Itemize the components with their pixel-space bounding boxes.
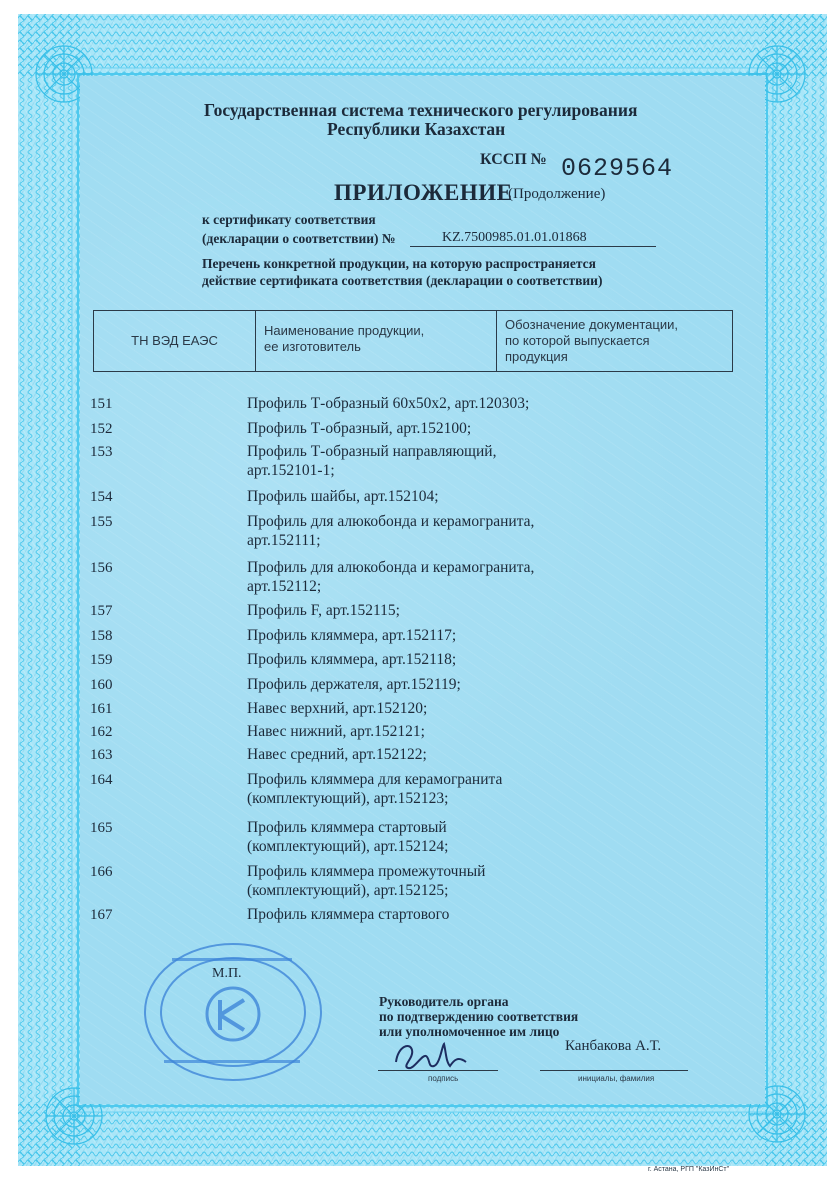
header-line-1: Государственная система технического регулирования bbox=[204, 100, 638, 120]
print-mark: г. Астана, РГП "КазИнСт" bbox=[648, 1166, 730, 1173]
row-product: Навес верхний, арт.152120; bbox=[247, 700, 428, 717]
row-number: 167 bbox=[90, 907, 113, 923]
row-product: Профиль кляммера для керамогранита (комплектующий), арт.152123; bbox=[247, 771, 503, 807]
kssp-label: КССП № bbox=[480, 151, 547, 168]
page-title-suffix: (Продолжение) bbox=[508, 186, 606, 202]
signature-label: подпись bbox=[428, 1074, 459, 1083]
row-product: Профиль Т-образный направляющий, арт.152101-1; bbox=[247, 443, 497, 479]
row-number: 166 bbox=[90, 864, 113, 880]
page-title: ПРИЛОЖЕНИЕ bbox=[334, 180, 513, 205]
row-number: 157 bbox=[90, 603, 113, 619]
cert-line-1: к сертификату соответствия bbox=[202, 212, 376, 227]
mp-mark: М.П. bbox=[212, 966, 242, 981]
row-product: Профиль кляммера, арт.152118; bbox=[247, 651, 457, 668]
signatory-name: Канбакова А.Т. bbox=[565, 1038, 662, 1054]
row-product: Профиль кляммера стартового bbox=[247, 906, 450, 923]
row-product: Навес средний, арт.152122; bbox=[247, 746, 427, 763]
column-header-product: Наименование продукции, ее изготовитель bbox=[256, 311, 497, 371]
header-line-2: Республики Казахстан bbox=[327, 119, 506, 139]
row-number: 165 bbox=[90, 820, 113, 836]
head-line-2: по подтверждению соответствия bbox=[379, 1009, 579, 1024]
row-product: Профиль Т-образный 60x50x2, арт.120303; bbox=[247, 395, 530, 412]
row-product: Профиль Т-образный, арт.152100; bbox=[247, 420, 472, 437]
row-number: 159 bbox=[90, 652, 113, 668]
head-line-1: Руководитель органа bbox=[379, 994, 509, 1009]
official-stamp bbox=[138, 938, 328, 1086]
column-header-tnved: ТН ВЭД ЕАЭС bbox=[94, 311, 256, 371]
row-product: Профиль кляммера стартовый (комплектующий), арт.152124; bbox=[247, 819, 449, 855]
row-number: 152 bbox=[90, 421, 113, 437]
row-number: 163 bbox=[90, 747, 113, 763]
row-number: 161 bbox=[90, 701, 113, 717]
initials-label: инициалы, фамилия bbox=[578, 1074, 655, 1083]
row-product: Профиль кляммера промежуточный (комплектующий), арт.152125; bbox=[247, 863, 486, 899]
row-product: Навес нижний, арт.152121; bbox=[247, 723, 425, 740]
row-product: Профиль F, арт.152115; bbox=[247, 602, 400, 619]
cert-line-2: (декларации о соответствии) № bbox=[202, 231, 396, 246]
kssp-number: 0629564 bbox=[561, 154, 674, 183]
list-line-1: Перечень конкретной продукции, на которую распространяется bbox=[202, 256, 596, 271]
signature-line bbox=[378, 1070, 498, 1071]
table-header bbox=[93, 310, 733, 372]
row-product: Профиль для алюкобонда и керамогранита, арт.152112; bbox=[247, 559, 535, 595]
row-number: 162 bbox=[90, 724, 113, 740]
row-number: 164 bbox=[90, 772, 113, 788]
column-header-documentation: Обозначение документации, по которой выпускается продукция bbox=[505, 317, 678, 364]
head-line-3: или уполномоченное им лицо bbox=[379, 1024, 560, 1039]
row-number: 155 bbox=[90, 514, 113, 530]
row-number: 158 bbox=[90, 628, 113, 644]
cert-number-underline bbox=[410, 246, 656, 247]
row-product: Профиль шайбы, арт.152104; bbox=[247, 488, 439, 505]
row-product: Профиль держателя, арт.152119; bbox=[247, 676, 461, 693]
row-number: 153 bbox=[90, 444, 113, 460]
row-number: 151 bbox=[90, 396, 113, 412]
initials-line bbox=[540, 1070, 688, 1071]
row-number: 154 bbox=[90, 489, 113, 505]
list-line-2: действие сертификата соответствия (декларации о соответствии) bbox=[202, 273, 603, 288]
row-product: Профиль для алюкобонда и керамогранита, арт.152111; bbox=[247, 513, 535, 549]
row-product: Профиль кляммера, арт.152117; bbox=[247, 627, 457, 644]
row-number: 160 bbox=[90, 677, 113, 693]
cert-number: KZ.7500985.01.01.01868 bbox=[442, 230, 587, 245]
row-number: 156 bbox=[90, 560, 113, 576]
